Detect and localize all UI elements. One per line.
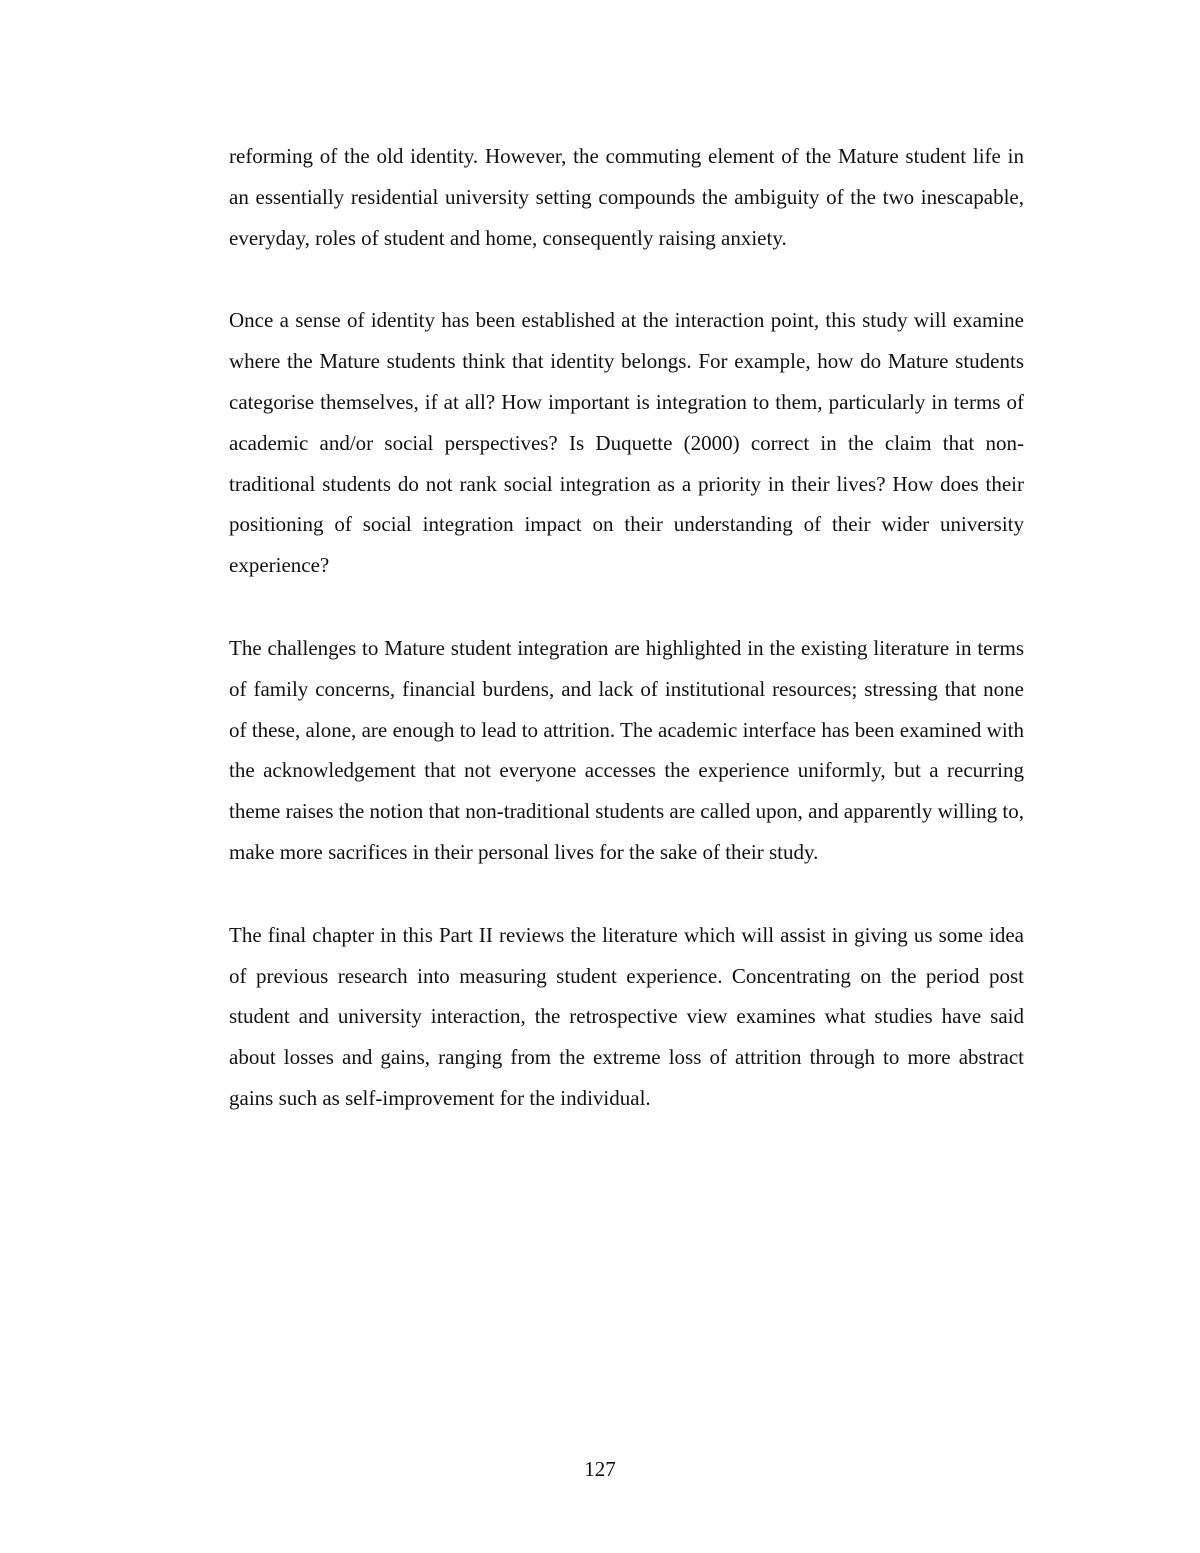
paragraph-final-chapter: The final chapter in this Part II reviews the literature which will assist in giving us some idea of previous research into measuring student experience. Concentrating on the period post student and university interaction, the retrospective view examines what studies have said about losses and gains, ranging from the extreme loss of attrition through to more abstract gains such as self-improvement for the individual. — [229, 922, 1024, 1110]
paragraph-integration-challenges: The challenges to Mature student integration are highlighted in the existing literature in terms of family concerns, financial burdens, and lack of institutional resources; stressing that none of these, alone, are enough to lead to attrition. The academic interface has been examined with the acknowledgement that not everyone accesses the experience uniformly, but a recurring theme raises the notion that non-traditional students are called upon, and apparently willing to, make more sacrifices in their personal lives for the sake of their study. — [229, 635, 1024, 864]
paragraph-identity-reforming: reforming of the old identity. However, the commuting element of the Mature student life in an essentially residential university setting compounds the ambiguity of the two inescapable, everyday, roles of student and home, consequently raising anxiety. — [229, 144, 1024, 250]
body-text — [229, 136, 1024, 1161]
page-number: 127 — [584, 1457, 616, 1481]
paragraph-identity-belonging: Once a sense of identity has been established at the interaction point, this study will examine where the Mature students think that identity belongs. For example, how do Mature students categorise themselves, if at all? How important is integration to them, particularly in terms of academic and/or social perspectives? Is Duquette (2000) correct in the claim that non-traditional students do not rank social integration as a priority in their lives? How does their positioning of social integration impact on their understanding of their wider university experience? — [229, 308, 1024, 578]
